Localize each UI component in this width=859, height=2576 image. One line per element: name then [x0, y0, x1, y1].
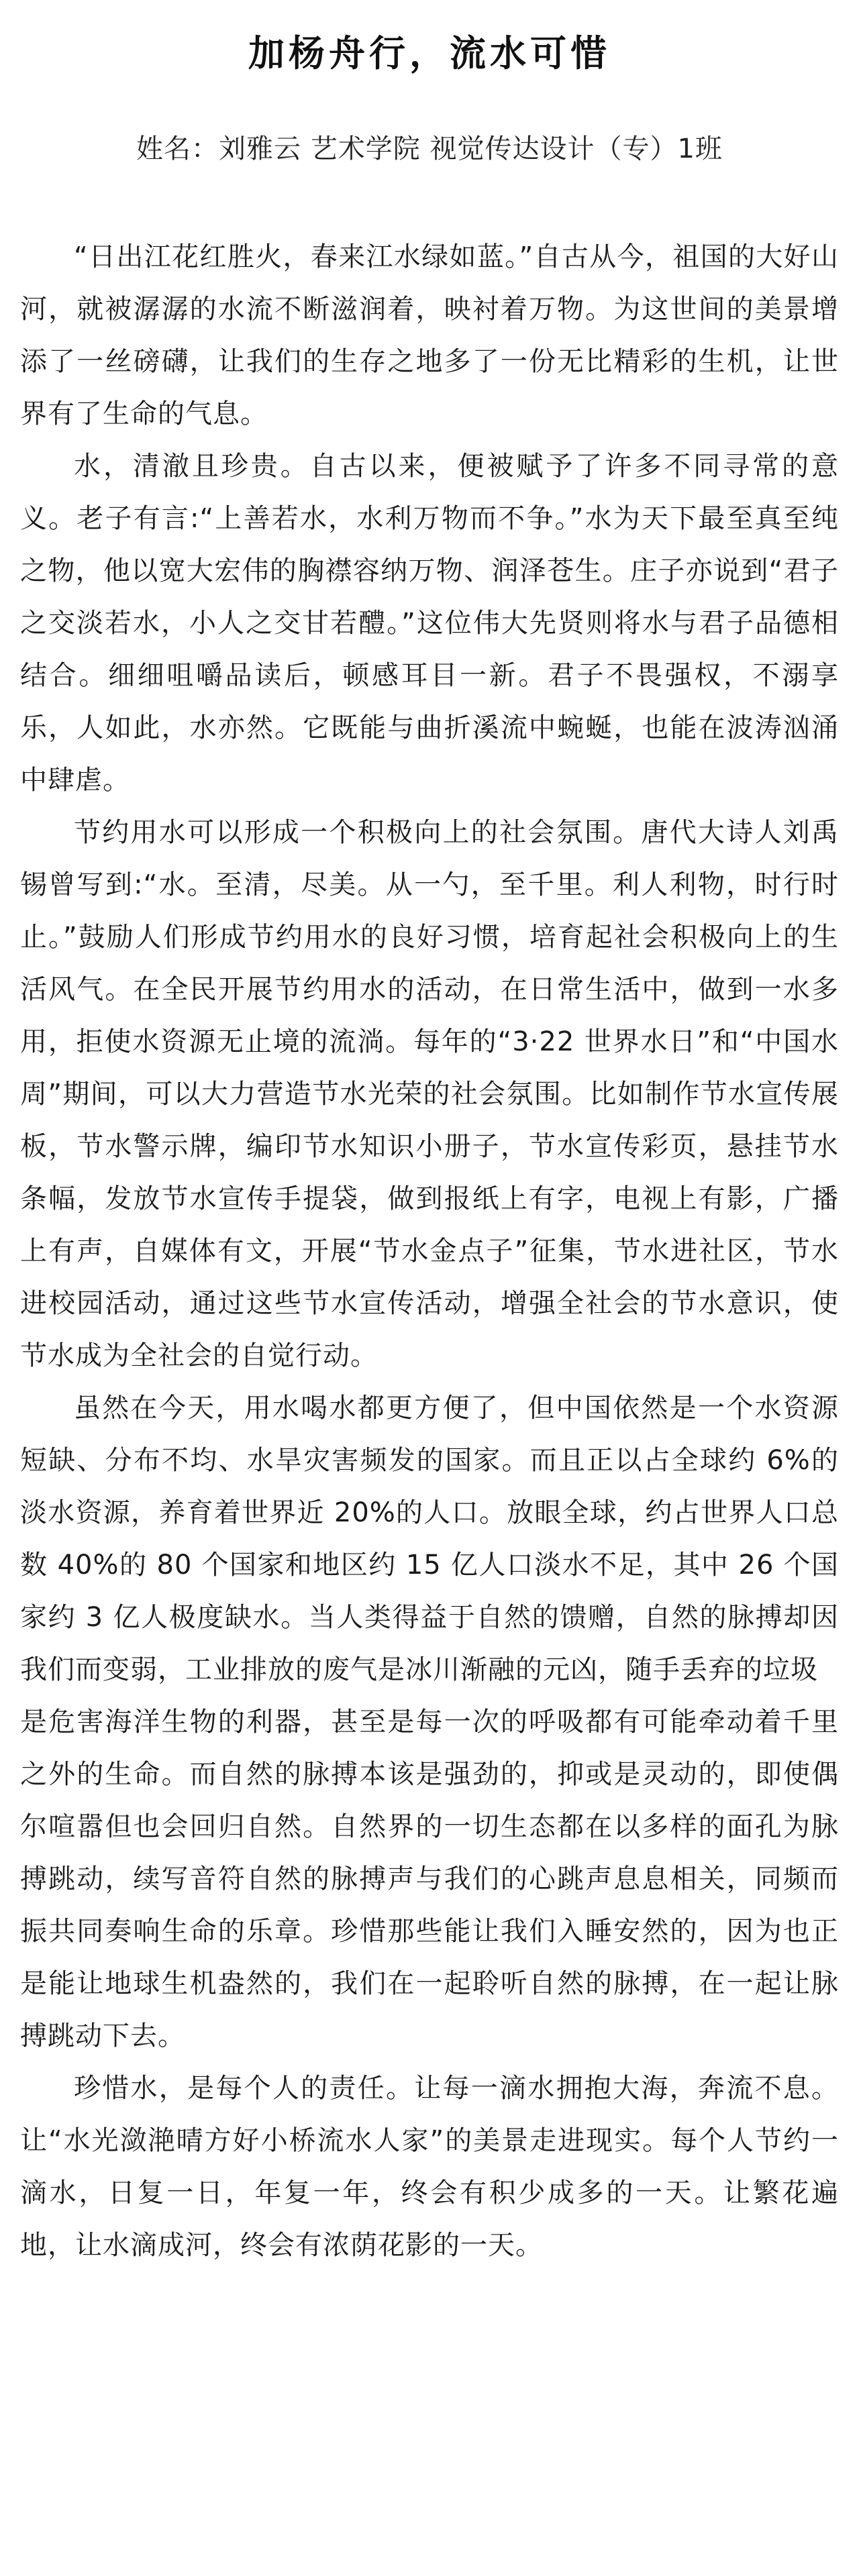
paragraph-6: 珍惜水，是每个人的责任。让每一滴水拥抱大海，奔流不息。让“水光潋滟晴方好小桥流水人家”的美景走进现实。每个人节约一滴水，日复一日，年复一年，终会有积少成多的一天。让繁花遍地，让水滴成河，终会有浓荫花影的一天。: [20, 2073, 839, 2261]
paragraph-3: 节约用水可以形成一个积极向上的社会氛围。唐代大诗人刘禹锡曾写到:“水。至清，尽美。从一勺，至千里。利人利物，时行时止。”鼓励人们形成节约用水的良好习惯，培育起社会积极向上的生活风气。在全民开展节约用水的活动，在日常生活中，做到一水多用，拒使水资源无止境的流淌。每年的“3·22 世界水日”和“中国水周”期间，可以大力营造节水光荣的社会氛围。比如制作节水宣传展板，节水警示牌，编印节水知识小册子，节水宣传彩页，悬挂节水条幅，发放节水宣传手提袋，做到报纸上有字，电视上有影，广播上有声，自媒体有文，开展“节水金点子”征集，节水进社区，节水进校园活动，通过这些节水宣传活动，增强全社会的节水意识，使节水成为全社会的自觉行动。: [20, 817, 839, 1371]
page-title: 加杨舟行，流水可惜: [248, 32, 611, 74]
paragraph-4: 虽然在今天，用水喝水都更方便了，但中国依然是一个水资源短缺、分布不均、水旱灾害频发的国家。而且正以占全球约 6%的淡水资源，养育着世界近 20%的人口。放眼全球，约占世界人口总数 40%的 80 个国家和地区约 15 亿人口淡水不足，其中 26 个国家约 3 亿人极度缺水。当人类得益于自然的馈赠，自然的脉搏却因我们而变弱，工业排放的废气是冰川渐融的元凶，随手丢弃的垃圾: [20, 1393, 839, 1685]
paragraph-2: 水，清澈且珍贵。自古以来，便被赋予了许多不同寻常的意义。老子有言:“上善若水，水利万物而不争。”水为天下最至真至纯之物，他以宽大宏伟的胸襟容纳万物、润泽苍生。庄子亦说到“君子之交淡若水，小人之交甘若醴。”这位伟大先贤则将水与君子品德相结合。细细咀嚼品读后，顿感耳目一新。君子不畏强权，不溺享乐，人如此，水亦然。它既能与曲折溪流中蜿蜒，也能在波涛汹涌中肆虐。: [20, 451, 839, 796]
paragraph-5: 是危害海洋生物的利器，甚至是每一次的呼吸都有可能牵动着千里之外的生命。而自然的脉搏本该是强劲的，抑或是灵动的，即使偶尔喧嚣但也会回归自然。自然界的一切生态都在以多样的面孔为脉搏跳动，续写音符自然的脉搏声与我们的心跳声息息相关，同频而振共同奏响生命的乐章。珍惜那些能让我们入睡安然的，因为也正是能让地球生机盎然的，我们在一起聆听自然的脉搏，在一起让脉搏跳动下去。: [20, 1707, 839, 2051]
essay-body: [20, 231, 839, 2271]
paragraph-1: “日出江花红胜火，春来江水绿如蓝。”自古从今，祖国的大好山河，就被潺潺的水流不断滋润着，映衬着万物。为这世间的美景增添了一丝磅礴，让我们的生存之地多了一份无比精彩的生机，让世界有了生命的气息。: [20, 241, 839, 429]
author-line: 姓名：刘雅云 艺术学院 视觉传达设计（专）1班: [136, 133, 723, 164]
